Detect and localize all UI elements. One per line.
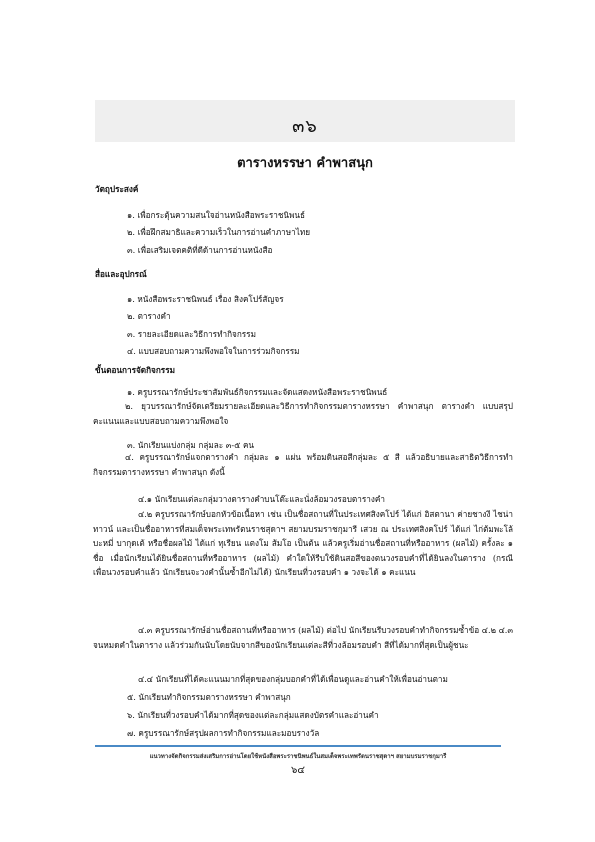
page-number: ๖๔ <box>291 765 305 776</box>
material-item: ๒. ตารางคำ <box>127 311 171 321</box>
steps-heading: ขั้นตอนการจัดกิจกรรม <box>95 365 175 375</box>
objective-item: ๓. เพื่อเสริมเจตคติที่ดีด้านการอ่านหนังสือ <box>127 245 273 255</box>
step-item: ๑. ครูบรรณารักษ์ประชาสัมพันธ์กิจกรรมและจัดแสดงหนังสือพระราชนิพนธ์ <box>127 387 388 397</box>
substep-item: ๔.๔ นักเรียนที่ได้คะแนนมากที่สุดของกลุ่มบอกคำที่ได้เพื่อนดูและอ่านคำให้เพื่อนอ่านตาม <box>138 674 448 684</box>
step-item: ๓. นักเรียนแบ่งกลุ่ม กลุ่มละ ๓-๕ คน <box>127 440 255 450</box>
step-item: ๒. ยุวบรรณารักษ์จัดเตรียมรายละเอียดและวิธีการทำกิจกรรมตารางหรรษา คำพาสนุก ตารางคำ แบบสรุปคะแนนและแบบสอบถามความพึงพอใจ <box>93 401 513 426</box>
material-item: ๓. รายละเอียดและวิธีการทำกิจกรรม <box>127 329 256 339</box>
substep-item: ๔.๓ ครูบรรณารักษ์อ่านชื่อสถานที่หรืออาหาร (ผลไม้) ต่อไป นักเรียนรีบวงรอบคำทำกิจกรรมซ้ำข้อ ๔.๒ ๔.๓ จนหมดคำในตาราง แล้วร่วมกันนับโดยนับจากสีของนักเรียนแต่ละสีที่วงล้อมรอบคำ สีที่ได้มากที่สุดเป็นผู้ชนะ <box>93 625 513 650</box>
substep-item: ๔.๒ ครูบรรณารักษ์บอกหัวข้อเนื้อหา เช่น เป็นชื่อสถานที่ในประเทศสิงคโปร์ ได้แก่ อิสตานา ค่ายชางงี ไชน่าทาวน์ และเป็นชื่ออาหารที่สมเด็จพระเทพรัตนราชสุดาฯ สยามบรมราชกุมารี เสวย ณ ประเทศสิงคโปร์ ได้แก่ ไก่ต้มพะโล้ บะหมี่ บากุดเต้ หรือชื่อผลไม้ ได้แก่ ทุเรียน แตงโม ส้มโอ เป็นต้น แล้วครูเริ่มอ่านชื่อสถานที่หรืออาหาร (ผลไม้) ครั้งละ ๑ ชื่อ เมื่อนักเรียนได้ยินชื่อสถานที่หรืออาหาร (ผลไม้) คำใดให้รีบใช้ดินสอสีของตนวงรอบคำที่ได้ยินลงในตาราง (กรณีเพื่อนวงรอบคำแล้ว นักเรียนจะวงคำนั้นซ้ำอีกไม่ได้) นักเรียนที่วงรอบคำ ๑ วงจะได้ ๑ คะแนน <box>93 509 513 578</box>
material-item: ๑. หนังสือพระราชนิพนธ์ เรื่อง สิงคโปร์สัญจร <box>127 294 284 304</box>
materials-heading: สื่อและอุปกรณ์ <box>95 269 147 279</box>
document-title: ตารางหรรษา คำพาสนุก <box>237 156 373 171</box>
chapter-number: ๓๖ <box>292 116 318 137</box>
step-item: ๗. ครูบรรณารักษ์สรุปผลการทำกิจกรรมและมอบรางวัล <box>127 728 320 738</box>
step-item: ๖. นักเรียนที่วงรอบคำได้มากที่สุดของแต่ละกลุ่มแสดงบัตรคำและอ่านคำ <box>127 710 379 720</box>
objective-item: ๑. เพื่อกระตุ้นความสนใจอ่านหนังสือพระราชนิพนธ์ <box>127 210 305 220</box>
step-item: ๔. ครูบรรณารักษ์แจกตารางคำ กลุ่มละ ๑ แผ่น พร้อมดินสอสีกลุ่มละ ๕ สี แล้วอธิบายและสาธิตวิธีการทำกิจกรรมตารางหรรษา คำพาสนุก ดังนี้ <box>93 452 513 477</box>
step-item: ๕. นักเรียนทำกิจกรรมตารางหรรษา คำพาสนุก <box>127 692 291 702</box>
objective-item: ๒. เพื่อฝึกสมาธิและความเร็วในการอ่านคำภาษาไทย <box>127 227 311 237</box>
objectives-heading: วัตถุประสงค์ <box>95 184 139 194</box>
footer-note: แนวทางจัดกิจกรรมส่งเสริมการอ่านโดยใช้หนังสือพระราชนิพนธ์ในสมเด็จพระเทพรัตนราชสุดาฯ สยามบรมราชกุมารี <box>149 753 447 760</box>
substep-item: ๔.๑ นักเรียนแต่ละกลุ่มวางตารางคำบนโต๊ะและนั่งล้อมวงรอบตารางคำ <box>138 494 385 504</box>
footer-rule <box>95 745 501 747</box>
material-item: ๔. แบบสอบถามความพึงพอใจในการร่วมกิจกรรม <box>127 346 300 356</box>
